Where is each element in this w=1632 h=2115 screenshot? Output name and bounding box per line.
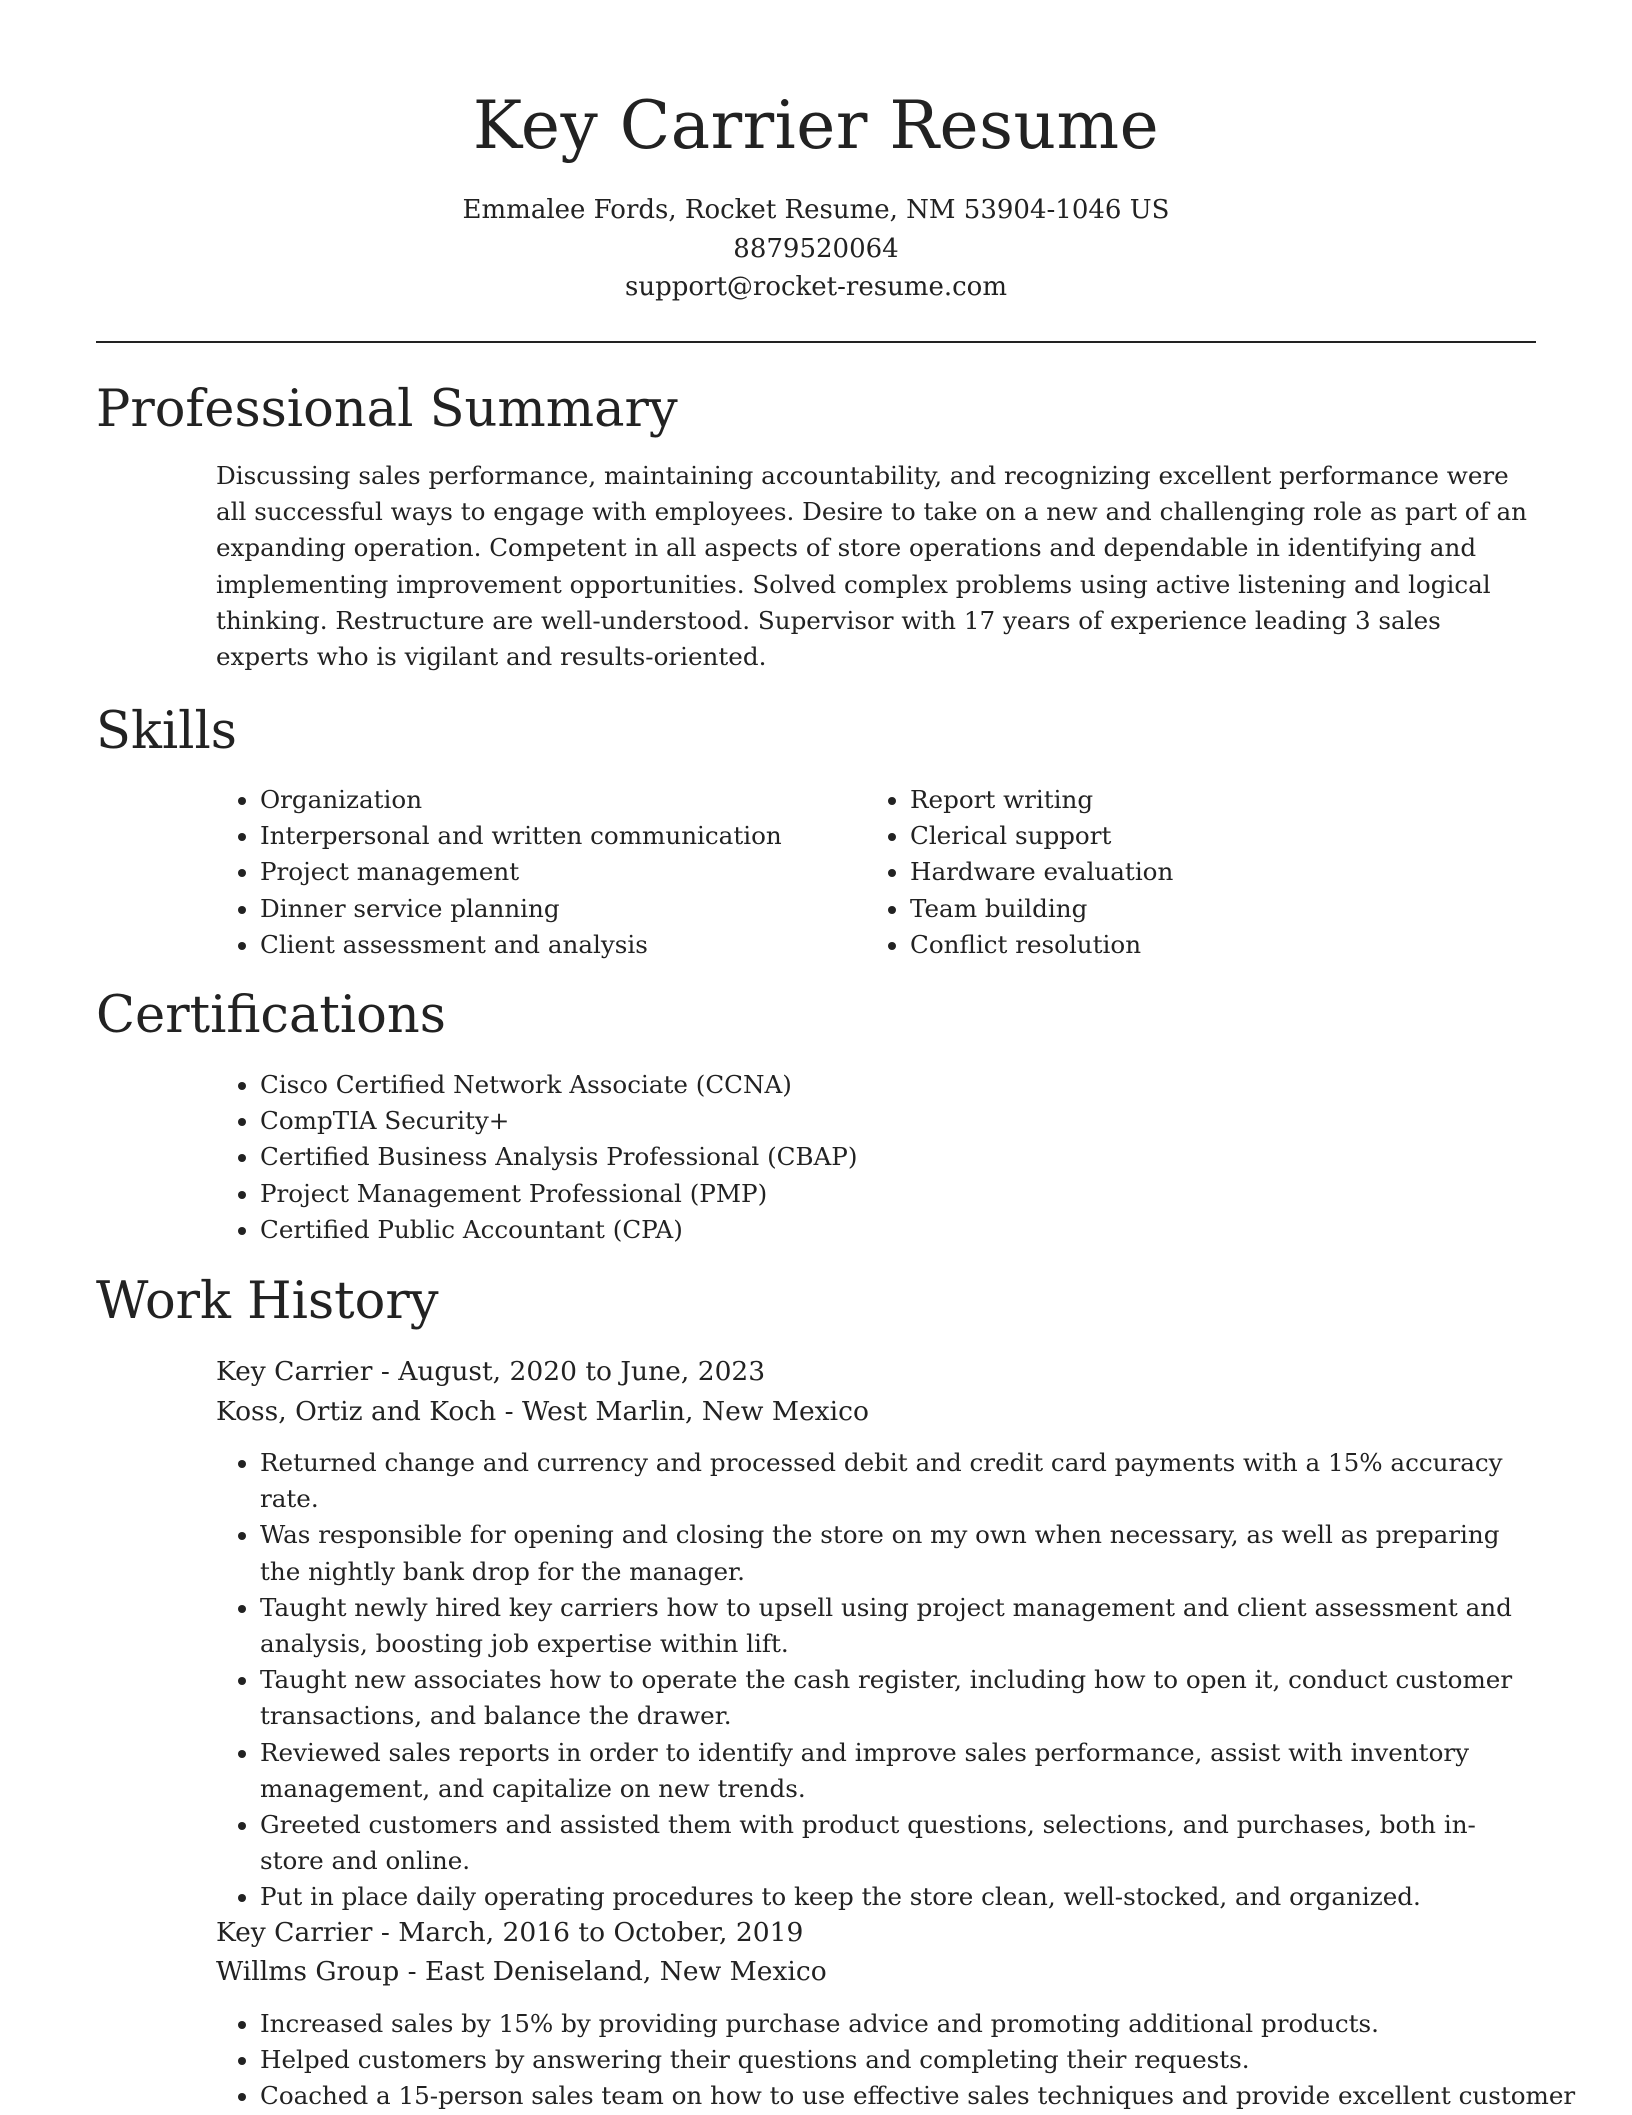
list-item: • Team building bbox=[910, 891, 1510, 927]
list-item: • Organization bbox=[260, 782, 860, 818]
summary-heading: Professional Summary bbox=[96, 380, 678, 439]
job-2-bullets bbox=[216, 2006, 1576, 2115]
list-item: • Hardware evaluation bbox=[910, 854, 1510, 890]
job-1-bullets bbox=[216, 1445, 1536, 1916]
contact-phone: 8879520064 bbox=[733, 233, 899, 264]
skills-list-right bbox=[866, 782, 1510, 963]
list-item: • Client assessment and analysis bbox=[260, 927, 860, 963]
list-item: • Report writing bbox=[910, 782, 1510, 818]
list-item: • Helped customers by answering their questions and completing their requests. bbox=[260, 2042, 1536, 2078]
list-item: • Taught newly hired key carriers how to upsell using project management and client assessment and analysis, boosting job expertise within lift. bbox=[260, 1590, 1536, 1662]
list-item: • Conflict resolution bbox=[910, 927, 1510, 963]
list-item: • Taught new associates how to operate the cash register, including how to open it, conduct customer transactions, and balance the drawer. bbox=[260, 1662, 1536, 1734]
list-item: • Project management bbox=[260, 854, 860, 890]
work-history-heading: Work History bbox=[96, 1272, 439, 1331]
list-item: • Project Management Professional (PMP) bbox=[260, 1176, 1536, 1212]
list-item: • Coached a 15-person sales team on how to use effective sales techniques and provide excellent customer bbox=[260, 2078, 1536, 2114]
certifications-list bbox=[216, 1067, 1536, 1248]
certifications-heading: Certifications bbox=[96, 986, 446, 1045]
job-2-company: Willms Group - East Deniseland, New Mexico bbox=[216, 1956, 827, 1987]
list-item: • Increased sales by 15% by providing purchase advice and promoting additional products. bbox=[260, 2006, 1536, 2042]
skills-heading: Skills bbox=[96, 702, 237, 761]
summary-text: Discussing sales performance, maintaining accountability, and recognizing excellent performance were all successful ways to engage with employees. Desire to take on a new and challenging role as part of an expanding operation. Competent in all aspects of store operations and dependable in identifying and implementing improvement opportunities. Solved complex problems using active listening and logical thinking. Restructure are well-understood. Supervisor with 17 years of experience leading 3 sales experts who is vigilant and results-oriented. bbox=[216, 461, 1528, 672]
list-item: • Interpersonal and written communication bbox=[260, 818, 860, 854]
list-item: • Cisco Certified Network Associate (CCNA) bbox=[260, 1067, 1536, 1103]
job-2-title: Key Carrier - March, 2016 to October, 2019 bbox=[216, 1917, 804, 1948]
contact-block bbox=[96, 191, 1536, 307]
list-item: • Certified Public Accountant (CPA) bbox=[260, 1212, 1536, 1248]
contact-email: support@rocket-resume.com bbox=[624, 272, 1007, 302]
resume-title: Key Carrier Resume bbox=[472, 87, 1160, 164]
header-divider bbox=[96, 341, 1536, 343]
list-item: • Reviewed sales reports in order to identify and improve sales performance, assist with inventory management, and capitalize on new trends. bbox=[260, 1735, 1536, 1807]
skills-list-left bbox=[216, 782, 860, 963]
list-item: • Put in place daily operating procedures to keep the store clean, well-stocked, and organized. bbox=[260, 1879, 1536, 1915]
list-item: • Returned change and currency and processed debit and credit card payments with a 15% accuracy rate. bbox=[260, 1445, 1536, 1517]
list-item: • Dinner service planning bbox=[260, 891, 860, 927]
list-item: • Certified Business Analysis Professional (CBAP) bbox=[260, 1139, 1536, 1175]
job-1-title: Key Carrier - August, 2020 to June, 2023 bbox=[216, 1356, 766, 1387]
list-item: • Clerical support bbox=[910, 818, 1510, 854]
contact-address: Emmalee Fords, Rocket Resume, NM 53904-1046 US bbox=[462, 195, 1170, 225]
list-item: • Was responsible for opening and closing the store on my own when necessary, as well as preparing the nightly bank drop for the manager. bbox=[260, 1517, 1536, 1589]
list-item: • CompTIA Security+ bbox=[260, 1103, 1536, 1139]
list-item: • Greeted customers and assisted them with product questions, selections, and purchases, both in-store and online. bbox=[260, 1807, 1536, 1879]
job-1-company: Koss, Ortiz and Koch - West Marlin, New Mexico bbox=[216, 1396, 869, 1427]
